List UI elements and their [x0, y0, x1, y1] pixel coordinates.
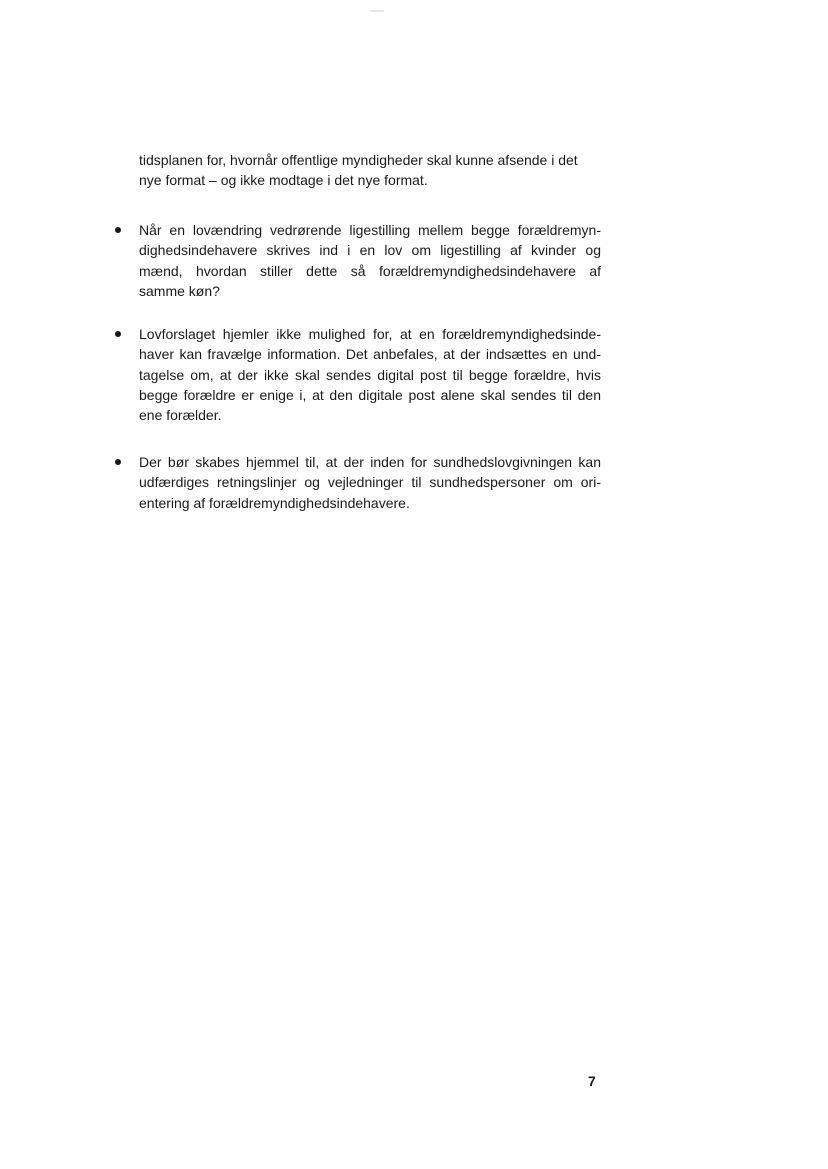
bullet-icon: [115, 331, 121, 337]
intro-line: tidsplanen for, hvornår offentlige myndigheder skal kunne afsende i det: [139, 152, 578, 168]
bullet-line: udfærdiges retningslinjer og vejledninger til sundhedspersoner om ori-: [139, 474, 601, 491]
bullet-line: begge forældre er enige i, at den digitale post alene skal sendes til den: [139, 386, 601, 403]
bullet-line: entering af forældremyndighedsindehavere.: [139, 494, 410, 511]
bullet-line: Når en lovændring vedrørende ligestilling mellem begge forældremyn-: [139, 222, 601, 238]
bullet-line: tagelse om, at der ikke skal sendes digital post til begge forældre, hvis: [139, 366, 601, 383]
bullet-text: [139, 220, 601, 301]
intro-line: nye format – og ikke modtage i det nye format.: [139, 172, 428, 189]
bullet-icon: [115, 227, 121, 233]
bullet-line: samme køn?: [139, 282, 220, 299]
bullet-line: ene forælder.: [139, 407, 222, 424]
bullet-line: dighedsindehavere skrives ind i en lov om ligestilling af kvinder og: [139, 242, 601, 259]
scan-artifact: [370, 10, 384, 12]
bullet-line: haver kan fravælge information. Det anbefales, at der indsættes en und-: [139, 346, 601, 363]
bullet-text: [139, 452, 601, 513]
intro-paragraph: [139, 150, 601, 191]
bullet-line: Lovforslaget hjemler ikke mulighed for, at en forældremyndighedsinde-: [139, 326, 601, 342]
bullet-text: [139, 324, 601, 425]
page-number: 7: [588, 1073, 596, 1089]
bullet-line: mænd, hvordan stiller dette så forældremyndighedsindehavere af: [139, 262, 601, 279]
bullet-line: Der bør skabes hjemmel til, at der inden for sundhedslovgivningen kan: [139, 454, 601, 470]
bullet-icon: [115, 459, 121, 465]
